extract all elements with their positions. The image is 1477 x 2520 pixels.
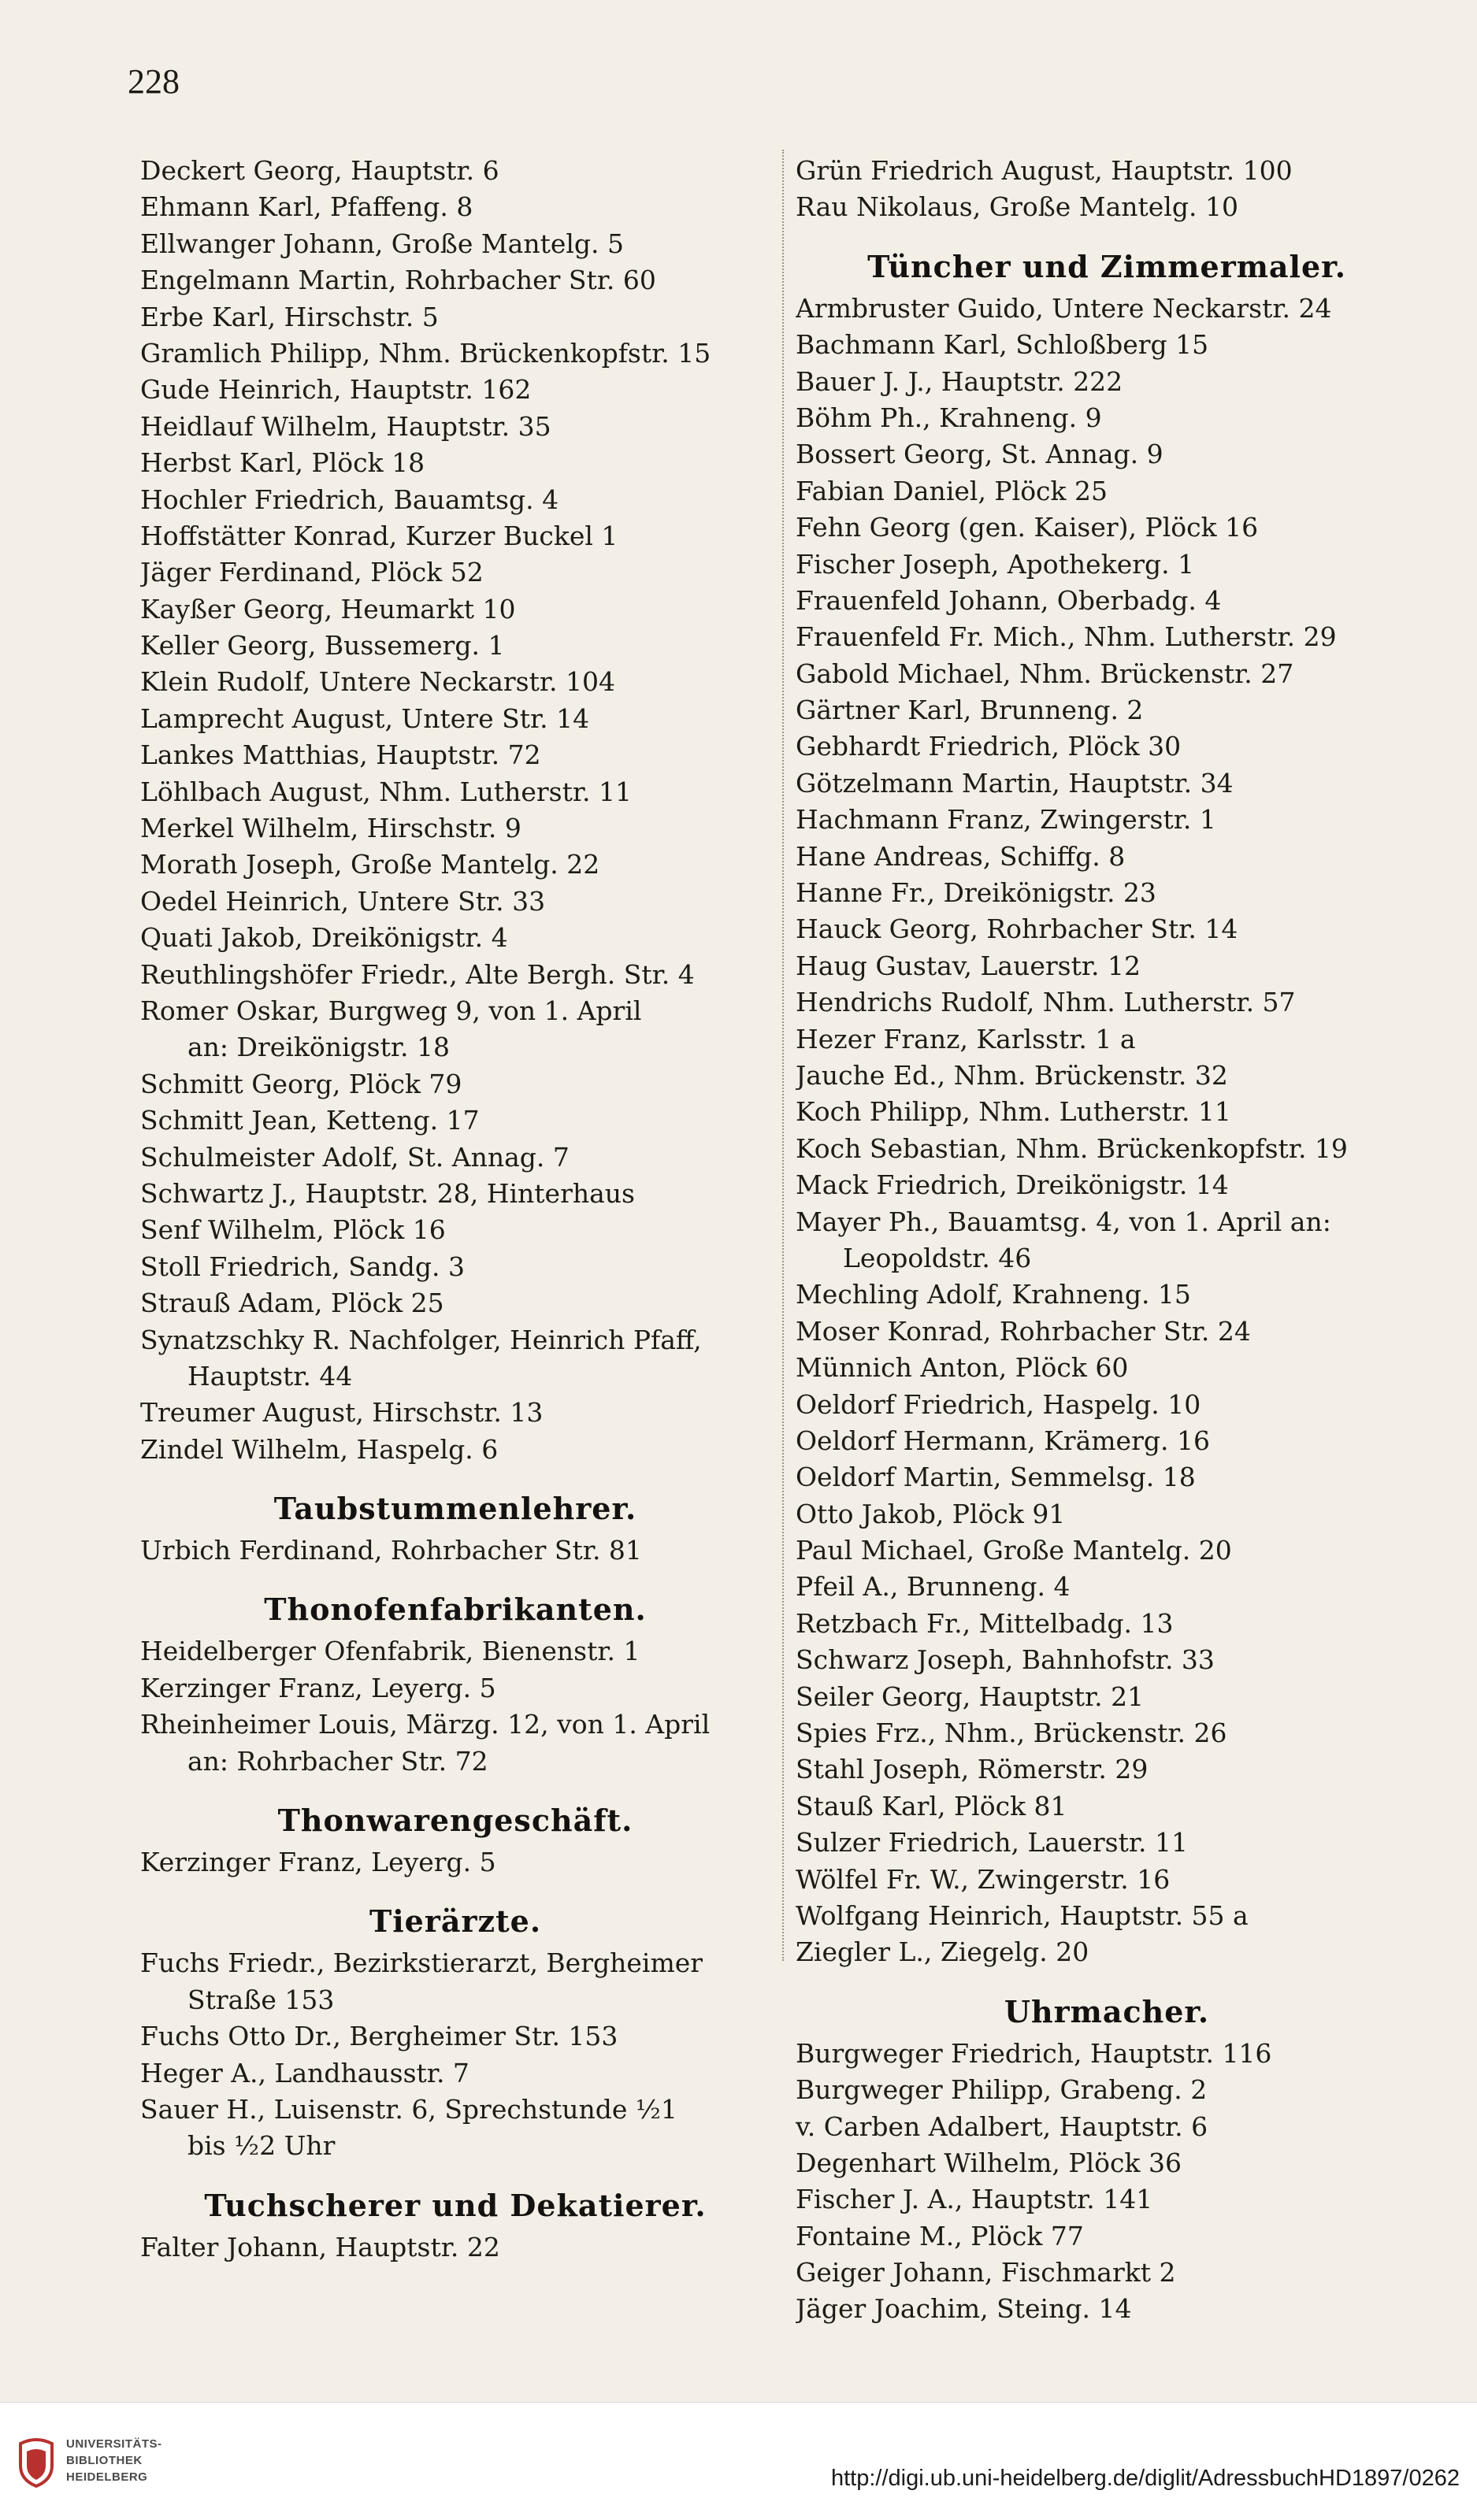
directory-entry: Hane Andreas, Schiffg. 8 (796, 840, 1126, 872)
column-divider (782, 150, 785, 1961)
directory-entry: Bauer J. J., Hauptstr. 222 (796, 365, 1123, 397)
directory-entry: Urbich Ferdinand, Rohrbacher Str. 81 (140, 1535, 642, 1566)
directory-entry: Gabold Michael, Nhm. Brückenstr. 27 (796, 658, 1294, 689)
directory-entry: Paul Michael, Große Mantelg. 20 (796, 1535, 1232, 1566)
directory-entry: Mack Friedrich, Dreikönigstr. 14 (796, 1169, 1229, 1201)
directory-entry: v. Carben Adalbert, Hauptstr. 6 (796, 2110, 1208, 2142)
section-heading: Tuchscherer und Dekatierer. (204, 2187, 707, 2223)
section-heading: Thonofenfabrikanten. (264, 1592, 647, 1628)
entry-continuation: an: Dreikönigstr. 18 (187, 1032, 450, 1063)
directory-entry: Sauer H., Luisenstr. 6, Sprechstunde ½1 (140, 2093, 677, 2125)
directory-entry: Haug Gustav, Lauerstr. 12 (796, 950, 1141, 981)
directory-entry: Münnich Anton, Plöck 60 (796, 1352, 1129, 1384)
directory-entry: Schulmeister Adolf, St. Annag. 7 (140, 1141, 570, 1173)
directory-entry: Fischer Joseph, Apothekerg. 1 (796, 548, 1195, 580)
directory-entry: Gramlich Philipp, Nhm. Brückenkopfstr. 15 (140, 337, 711, 369)
entry-continuation: Hauptstr. 44 (187, 1360, 353, 1392)
directory-entry: Koch Philipp, Nhm. Lutherstr. 11 (796, 1096, 1231, 1128)
entry-continuation: an: Rohrbacher Str. 72 (187, 1745, 488, 1777)
directory-entry: Hauck Georg, Rohrbacher Str. 14 (796, 914, 1238, 945)
directory-entry: Burgweger Friedrich, Hauptstr. 116 (796, 2037, 1272, 2069)
directory-entry: Hoffstätter Konrad, Kurzer Buckel 1 (140, 520, 618, 551)
directory-entry: Kerzinger Franz, Leyerg. 5 (140, 1847, 496, 1878)
library-name-line-2: BIBLIOTHEK (66, 2454, 143, 2467)
university-library-logo-icon (16, 2437, 57, 2488)
directory-entry: Fuchs Otto Dr., Bergheimer Str. 153 (140, 2021, 618, 2052)
directory-entry: Stauß Karl, Plöck 81 (796, 1790, 1067, 1821)
directory-entry: Gebhardt Friedrich, Plöck 30 (796, 731, 1182, 762)
directory-entry: Herbst Karl, Plöck 18 (140, 447, 425, 479)
directory-entry: Geiger Johann, Fischmarkt 2 (796, 2257, 1176, 2288)
directory-entry: Schmitt Georg, Plöck 79 (140, 1068, 462, 1099)
directory-entry: Heidelberger Ofenfabrik, Bienenstr. 1 (140, 1636, 640, 1667)
library-name-line-3: HEIDELBERG (66, 2470, 148, 2484)
footer-bar (0, 2402, 1477, 2520)
directory-entry: Jauche Ed., Nhm. Brückenstr. 32 (796, 1059, 1228, 1091)
directory-entry: Hanne Fr., Dreikönigstr. 23 (796, 877, 1156, 909)
directory-entry: Kerzinger Franz, Leyerg. 5 (140, 1672, 496, 1703)
section-heading: Uhrmacher. (1004, 1993, 1210, 2029)
directory-entry: Moser Konrad, Rohrbacher Str. 24 (796, 1315, 1251, 1347)
directory-entry: Schwartz J., Hauptstr. 28, Hinterhaus (140, 1177, 635, 1209)
directory-entry: Ehmann Karl, Pfaffeng. 8 (140, 191, 473, 223)
left-column (140, 153, 770, 2266)
entry-continuation: Straße 153 (187, 1984, 335, 2015)
directory-entry: Spies Frz., Nhm., Brückenstr. 26 (796, 1718, 1227, 1749)
directory-entry: Oeldorf Martin, Semmelsg. 18 (796, 1462, 1196, 1493)
directory-entry: Frauenfeld Fr. Mich., Nhm. Lutherstr. 29 (796, 621, 1337, 653)
directory-entry: Götzelmann Martin, Hauptstr. 34 (796, 767, 1234, 799)
directory-entry: Zindel Wilhelm, Haspelg. 6 (140, 1433, 499, 1465)
directory-entry: Gude Heinrich, Hauptstr. 162 (140, 374, 532, 406)
directory-entry: Treumer August, Hirschstr. 13 (140, 1397, 544, 1429)
directory-entry: Fabian Daniel, Plöck 25 (796, 475, 1108, 506)
entry-continuation: bis ½2 Uhr (187, 2130, 336, 2162)
directory-entry: Jäger Ferdinand, Plöck 52 (140, 557, 484, 588)
directory-entry: Fontaine M., Plöck 77 (796, 2220, 1084, 2251)
directory-entry: Klein Rudolf, Untere Neckarstr. 104 (140, 666, 615, 698)
directory-entry: Grün Friedrich August, Hauptstr. 100 (796, 155, 1293, 186)
directory-entry: Engelmann Martin, Rohrbacher Str. 60 (140, 265, 656, 296)
directory-entry: Hezer Franz, Karlsstr. 1 a (796, 1023, 1136, 1054)
directory-entry: Bachmann Karl, Schloßberg 15 (796, 329, 1209, 361)
directory-entry: Rheinheimer Louis, Märzg. 12, von 1. April (140, 1709, 711, 1740)
directory-entry: Frauenfeld Johann, Oberbadg. 4 (796, 584, 1222, 616)
directory-entry: Lamprecht August, Untere Str. 14 (140, 702, 590, 734)
directory-entry: Romer Oskar, Burgweg 9, von 1. April (140, 995, 642, 1026)
directory-entry: Heger A., Landhausstr. 7 (140, 2057, 469, 2088)
directory-entry: Fehn Georg (gen. Kaiser), Plöck 16 (796, 512, 1259, 543)
directory-entry: Stahl Joseph, Römerstr. 29 (796, 1754, 1149, 1785)
directory-entry: Schwarz Joseph, Bahnhofstr. 33 (796, 1644, 1215, 1676)
directory-entry: Oeldorf Friedrich, Haspelg. 10 (796, 1388, 1201, 1420)
directory-entry: Fischer J. A., Hauptstr. 141 (796, 2184, 1153, 2215)
directory-entry: Falter Johann, Hauptstr. 22 (140, 2231, 500, 2262)
source-url-link[interactable]: http://digi.ub.uni-heidelberg.de/diglit/AdressbuchHD1897/0262 (830, 2466, 1460, 2491)
directory-entry: Koch Sebastian, Nhm. Brückenkopfstr. 19 (796, 1132, 1348, 1164)
directory-entry: Stoll Friedrich, Sandg. 3 (140, 1251, 466, 1282)
library-name-line-1: UNIVERSITÄTS- (66, 2437, 162, 2451)
entry-continuation: Leopoldstr. 46 (843, 1242, 1032, 1273)
directory-entry: Hachmann Franz, Zwingerstr. 1 (796, 804, 1216, 836)
directory-entry: Burgweger Philipp, Grabeng. 2 (796, 2074, 1208, 2106)
section-heading: Tierärzte. (369, 1903, 542, 1940)
section-heading: Tüncher und Zimmermaler. (867, 248, 1346, 284)
directory-entry: Böhm Ph., Krahneng. 9 (796, 402, 1102, 433)
directory-entry: Degenhart Wilhelm, Plöck 36 (796, 2147, 1182, 2178)
right-column (796, 153, 1418, 2328)
library-name (66, 2436, 162, 2485)
directory-entry: Lankes Matthias, Hauptstr. 72 (140, 739, 541, 771)
directory-entry: Keller Georg, Bussemerg. 1 (140, 630, 505, 662)
directory-entry: Seiler Georg, Hauptstr. 21 (796, 1681, 1145, 1712)
directory-entry: Oeldorf Hermann, Krämerg. 16 (796, 1425, 1210, 1456)
directory-entry: Kayßer Georg, Heumarkt 10 (140, 593, 516, 624)
directory-entry: Löhlbach August, Nhm. Lutherstr. 11 (140, 776, 632, 807)
directory-entry: Schmitt Jean, Ketteng. 17 (140, 1105, 480, 1136)
directory-entry: Strauß Adam, Plöck 25 (140, 1288, 444, 1319)
directory-entry: Morath Joseph, Große Mantelg. 22 (140, 849, 600, 880)
directory-entry: Retzbach Fr., Mittelbadg. 13 (796, 1607, 1174, 1639)
directory-entry: Jäger Joachim, Steing. 14 (796, 2293, 1132, 2325)
directory-entry: Oedel Heinrich, Untere Str. 33 (140, 885, 546, 917)
section-heading: Thonwarengeschäft. (277, 1803, 633, 1839)
directory-entry: Rau Nikolaus, Große Mantelg. 10 (796, 191, 1238, 223)
directory-entry: Erbe Karl, Hirschstr. 5 (140, 301, 439, 332)
directory-entry: Wölfel Fr. W., Zwingerstr. 16 (796, 1863, 1171, 1895)
directory-entry: Heidlauf Wilhelm, Hauptstr. 35 (140, 410, 551, 442)
directory-entry: Mechling Adolf, Krahneng. 15 (796, 1279, 1191, 1310)
directory-entry: Fuchs Friedr., Bezirkstierarzt, Bergheimer (140, 1947, 703, 1979)
directory-entry: Reuthlingshöfer Friedr., Alte Bergh. Str. 4 (140, 958, 695, 990)
directory-entry: Pfeil A., Brunneng. 4 (796, 1571, 1071, 1603)
directory-entry: Hochler Friedrich, Bauamtsg. 4 (140, 484, 559, 515)
directory-entry: Senf Wilhelm, Plöck 16 (140, 1214, 446, 1246)
directory-entry: Gärtner Karl, Brunneng. 2 (796, 695, 1144, 726)
directory-entry: Wolfgang Heinrich, Hauptstr. 55 a (796, 1899, 1249, 1931)
directory-entry: Ellwanger Johann, Große Mantelg. 5 (140, 228, 625, 259)
directory-entry: Mayer Ph., Bauamtsg. 4, von 1. April an: (796, 1206, 1331, 1237)
section-heading: Taubstummenlehrer. (273, 1491, 637, 1527)
directory-entry: Merkel Wilhelm, Hirschstr. 9 (140, 813, 521, 844)
directory-entry: Ziegler L., Ziegelg. 20 (796, 1936, 1089, 1968)
directory-entry: Otto Jakob, Plöck 91 (796, 1498, 1066, 1529)
directory-entry: Sulzer Friedrich, Lauerstr. 11 (796, 1827, 1188, 1858)
directory-entry: Quati Jakob, Dreikönigstr. 4 (140, 922, 508, 954)
directory-entry: Hendrichs Rudolf, Nhm. Lutherstr. 57 (796, 987, 1296, 1018)
directory-entry: Armbruster Guido, Untere Neckarstr. 24 (796, 292, 1332, 324)
directory-entry: Bossert Georg, St. Annag. 9 (796, 439, 1163, 470)
page-number: 228 (128, 62, 180, 101)
directory-entry: Deckert Georg, Hauptstr. 6 (140, 155, 499, 186)
directory-entry: Synatzschky R. Nachfolger, Heinrich Pfaff, (140, 1324, 702, 1355)
